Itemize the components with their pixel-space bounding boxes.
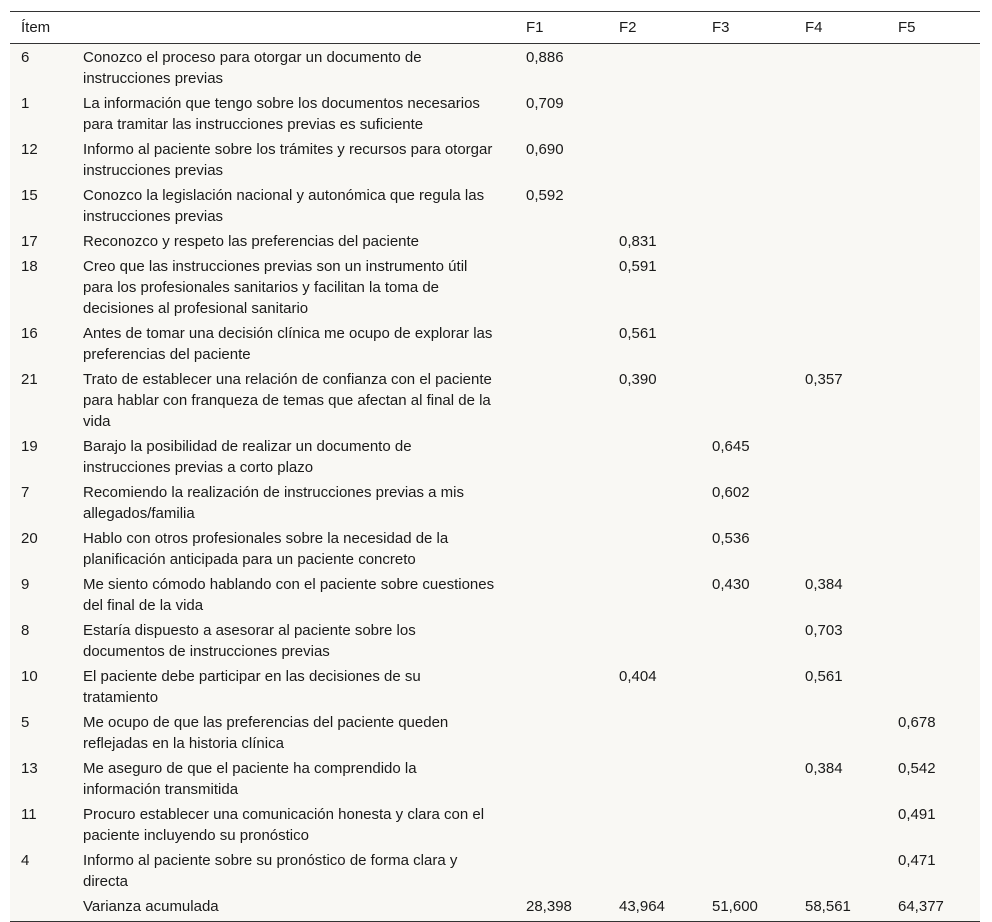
item-description: Conozco el proceso para otorgar un documento de instrucciones previas [83, 49, 422, 87]
loading-f3 [701, 90, 794, 136]
table-row [10, 253, 980, 320]
table-container [10, 11, 980, 922]
loading-f4: 58,561 [794, 893, 887, 922]
loading-f1 [515, 320, 608, 366]
loading-f2: 0,404 [619, 668, 657, 685]
header-row [10, 12, 980, 44]
loading-f4 [794, 136, 887, 182]
item-description: Me ocupo de que las preferencias del paciente queden reflejadas en la historia clínica [83, 714, 449, 752]
loading-f1 [515, 228, 608, 253]
item-description: Informo al paciente sobre su pronóstico de forma clara y directa [83, 852, 458, 890]
loading-f4 [794, 433, 887, 479]
item-number: 9 [21, 576, 30, 593]
factor-loadings-table [10, 11, 980, 922]
loading-f3 [701, 617, 794, 663]
table-row [10, 709, 980, 755]
table-row [10, 847, 980, 893]
loading-f3: 51,600 [701, 893, 794, 922]
loading-f3 [701, 136, 794, 182]
item-number: 20 [21, 530, 38, 547]
loading-f4 [794, 709, 887, 755]
loading-f1 [515, 525, 608, 571]
loading-f5 [887, 617, 980, 663]
item-number: 13 [21, 760, 38, 777]
loading-f5: 0,471 [898, 852, 936, 869]
loading-f1 [515, 663, 608, 709]
loading-f5: 64,377 [887, 893, 980, 922]
table-row [10, 755, 980, 801]
loading-f3 [701, 366, 794, 433]
table-row [10, 136, 980, 182]
loading-f4 [794, 320, 887, 366]
loading-f5 [887, 44, 980, 91]
table-row [10, 617, 980, 663]
item-number: 5 [21, 714, 30, 731]
loading-f2: 0,831 [619, 233, 657, 250]
item-description: Antes de tomar una decisión clínica me ocupo de explorar las preferencias del paciente [83, 325, 493, 363]
loading-f4 [794, 801, 887, 847]
loading-f1 [515, 571, 608, 617]
item-description: Me siento cómodo hablando con el paciente sobre cuestiones del final de la vida [83, 576, 495, 614]
loading-f5 [887, 136, 980, 182]
item-description: Reconozco y respeto las preferencias del paciente [83, 233, 420, 250]
table-row [10, 479, 980, 525]
loading-f5: 0,491 [898, 806, 936, 823]
loading-f1: 0,709 [526, 95, 564, 112]
item-description: Procuro establecer una comunicación honesta y clara con el paciente incluyendo su pronóstico [83, 806, 485, 844]
loading-f2 [608, 617, 701, 663]
item-number: 8 [21, 622, 30, 639]
item-number: 16 [21, 325, 38, 342]
item-number: 4 [21, 852, 30, 869]
item-number: 12 [21, 141, 38, 158]
loading-f4 [794, 479, 887, 525]
loading-f2 [608, 801, 701, 847]
loading-f4: 0,561 [805, 668, 843, 685]
loading-f3 [701, 755, 794, 801]
loading-f4: 0,357 [805, 371, 843, 388]
loading-f5 [887, 320, 980, 366]
loading-f2: 0,390 [619, 371, 657, 388]
table-row [10, 44, 980, 91]
loading-f2: 43,964 [608, 893, 701, 922]
header-f4: F4 [794, 12, 887, 44]
loading-f1: 0,592 [526, 187, 564, 204]
loading-f2 [608, 136, 701, 182]
item-description: La información que tengo sobre los documentos necesarios para tramitar las instrucciones previas es suficiente [83, 95, 480, 133]
loading-f5 [887, 433, 980, 479]
item-number: 17 [21, 233, 38, 250]
table-row [10, 182, 980, 228]
item-description: Barajo la posibilidad de realizar un documento de instrucciones previas a corto plazo [83, 438, 412, 476]
loading-f1: 0,886 [526, 49, 564, 66]
loading-f3: 0,645 [712, 438, 750, 455]
loading-f4 [794, 525, 887, 571]
header-item: Ítem [10, 12, 72, 44]
item-number: 10 [21, 668, 38, 685]
table-row [10, 90, 980, 136]
loading-f1 [515, 433, 608, 479]
loading-f3 [701, 663, 794, 709]
loading-f2 [608, 44, 701, 91]
item-description: Estaría dispuesto a asesorar al paciente sobre los documentos de instrucciones previas [83, 622, 416, 660]
item-number: 7 [21, 484, 30, 501]
loading-f4: 0,384 [805, 576, 843, 593]
loading-f3 [701, 253, 794, 320]
table-row [10, 433, 980, 479]
header-f1: F1 [515, 12, 608, 44]
loading-f2 [608, 479, 701, 525]
loading-f3 [701, 320, 794, 366]
item-number: 18 [21, 258, 38, 275]
loading-f5 [887, 525, 980, 571]
header-f5: F5 [887, 12, 980, 44]
table-body [10, 44, 980, 922]
loading-f3: 0,430 [712, 576, 750, 593]
loading-f1: 0,690 [526, 141, 564, 158]
loading-f1 [515, 755, 608, 801]
header-f2: F2 [608, 12, 701, 44]
item-description: El paciente debe participar en las decisiones de su tratamiento [83, 668, 421, 706]
loading-f2 [608, 433, 701, 479]
table-row [10, 228, 980, 253]
loading-f4: 0,703 [805, 622, 843, 639]
loading-f1 [515, 709, 608, 755]
item-description: Informo al paciente sobre los trámites y recursos para otorgar instrucciones previas [83, 141, 493, 179]
table-row [10, 571, 980, 617]
loading-f5: 0,678 [898, 714, 936, 731]
loading-f1 [515, 617, 608, 663]
loading-f2 [608, 847, 701, 893]
loading-f4 [794, 253, 887, 320]
loading-f3 [701, 847, 794, 893]
item-description: Me aseguro de que el paciente ha comprendido la información transmitida [83, 760, 417, 798]
item-number [10, 893, 72, 922]
header-f3: F3 [701, 12, 794, 44]
loading-f1 [515, 479, 608, 525]
loading-f4 [794, 90, 887, 136]
loading-f3: 0,536 [712, 530, 750, 547]
loading-f5 [887, 253, 980, 320]
loading-f1 [515, 847, 608, 893]
item-number: 1 [21, 95, 30, 112]
loading-f1: 28,398 [515, 893, 608, 922]
loading-f5 [887, 228, 980, 253]
loading-f5 [887, 366, 980, 433]
table-row [10, 366, 980, 433]
table-row [10, 320, 980, 366]
loading-f2 [608, 755, 701, 801]
loading-f3 [701, 801, 794, 847]
loading-f5: 0,542 [898, 760, 936, 777]
table-row [10, 525, 980, 571]
loading-f5 [887, 182, 980, 228]
loading-f2 [608, 182, 701, 228]
item-description: Recomiendo la realización de instrucciones previas a mis allegados/familia [83, 484, 465, 522]
item-number: 15 [21, 187, 38, 204]
header-description [72, 12, 515, 44]
loading-f1 [515, 801, 608, 847]
item-number: 6 [21, 49, 30, 66]
item-number: 11 [21, 806, 37, 823]
item-description: Varianza acumulada [72, 893, 515, 922]
loading-f1 [515, 366, 608, 433]
loading-f2 [608, 525, 701, 571]
loading-f4: 0,384 [805, 760, 843, 777]
loading-f3 [701, 182, 794, 228]
item-number: 21 [21, 371, 38, 388]
loading-f2 [608, 90, 701, 136]
loading-f2 [608, 709, 701, 755]
loading-f3 [701, 44, 794, 91]
item-description: Creo que las instrucciones previas son un instrumento útil para los profesionales sanitarios y facilitan la toma de decisiones al profesional sanitario [83, 258, 468, 317]
loading-f5 [887, 571, 980, 617]
loading-f5 [887, 663, 980, 709]
loading-f2: 0,591 [619, 258, 657, 275]
loading-f3: 0,602 [712, 484, 750, 501]
loading-f3 [701, 709, 794, 755]
loading-f4 [794, 44, 887, 91]
item-description: Trato de establecer una relación de confianza con el paciente para hablar con franqueza de temas que afectan al final de la vida [83, 371, 492, 430]
table-row [10, 801, 980, 847]
loading-f5 [887, 90, 980, 136]
variance-row [10, 893, 980, 922]
loading-f4 [794, 847, 887, 893]
loading-f1 [515, 253, 608, 320]
item-description: Hablo con otros profesionales sobre la necesidad de la planificación anticipada para un paciente concreto [83, 530, 449, 568]
item-description: Conozco la legislación nacional y autonómica que regula las instrucciones previas [83, 187, 485, 225]
loading-f2: 0,561 [619, 325, 657, 342]
loading-f2 [608, 571, 701, 617]
table-row [10, 663, 980, 709]
loading-f3 [701, 228, 794, 253]
loading-f5 [887, 479, 980, 525]
item-number: 19 [21, 438, 38, 455]
loading-f4 [794, 182, 887, 228]
loading-f4 [794, 228, 887, 253]
